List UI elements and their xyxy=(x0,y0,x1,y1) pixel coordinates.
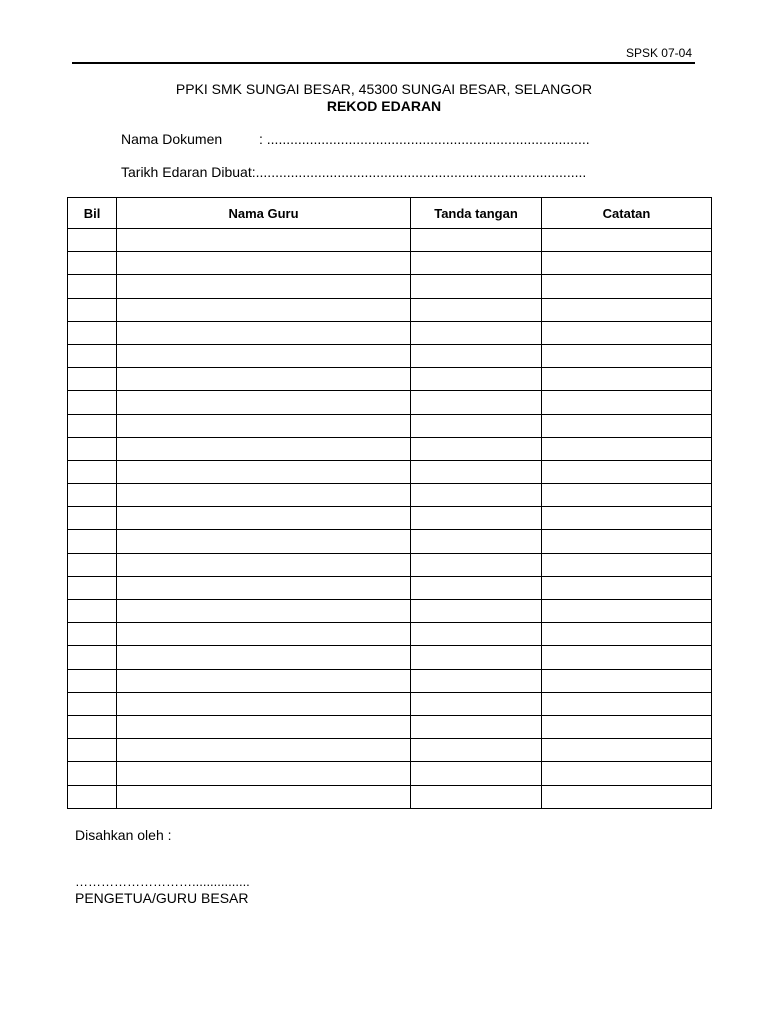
table-cell-nama-guru xyxy=(117,368,411,391)
table-cell-nama-guru xyxy=(117,530,411,553)
table-cell-tanda-tangan xyxy=(411,275,542,298)
table-cell-bil xyxy=(68,507,117,530)
table-cell-nama-guru xyxy=(117,553,411,576)
table-body xyxy=(68,229,712,809)
signatory-title: PENGETUA/GURU BESAR xyxy=(75,890,249,906)
table-cell-tanda-tangan xyxy=(411,646,542,669)
table-cell-bil xyxy=(68,484,117,507)
table-row xyxy=(68,484,712,507)
signature-line: ………………………................ xyxy=(75,874,250,889)
table-cell-catatan xyxy=(542,460,712,483)
table-row xyxy=(68,391,712,414)
table-cell-tanda-tangan xyxy=(411,437,542,460)
table-cell-catatan xyxy=(542,692,712,715)
table-cell-bil xyxy=(68,692,117,715)
table-cell-nama-guru xyxy=(117,646,411,669)
table-row xyxy=(68,600,712,623)
column-header-catatan: Catatan xyxy=(542,198,712,229)
table-cell-nama-guru xyxy=(117,715,411,738)
table-cell-catatan xyxy=(542,669,712,692)
table-cell-nama-guru xyxy=(117,414,411,437)
circulation-date-field xyxy=(121,164,586,180)
table-cell-nama-guru xyxy=(117,762,411,785)
table-row xyxy=(68,762,712,785)
table-cell-nama-guru xyxy=(117,507,411,530)
table-cell-nama-guru xyxy=(117,669,411,692)
table-cell-nama-guru xyxy=(117,623,411,646)
table-cell-catatan xyxy=(542,785,712,808)
table-cell-tanda-tangan xyxy=(411,484,542,507)
table-cell-bil xyxy=(68,460,117,483)
table-cell-catatan xyxy=(542,229,712,252)
table-cell-catatan xyxy=(542,344,712,367)
table-cell-tanda-tangan xyxy=(411,460,542,483)
table-cell-bil xyxy=(68,739,117,762)
table-cell-tanda-tangan xyxy=(411,507,542,530)
table-row xyxy=(68,507,712,530)
table-cell-nama-guru xyxy=(117,600,411,623)
table-cell-bil xyxy=(68,344,117,367)
table-cell-catatan xyxy=(542,623,712,646)
table-row xyxy=(68,229,712,252)
column-header-nama-guru: Nama Guru xyxy=(117,198,411,229)
table-cell-catatan xyxy=(542,437,712,460)
table-cell-bil xyxy=(68,275,117,298)
table-row xyxy=(68,368,712,391)
table-cell-tanda-tangan xyxy=(411,623,542,646)
table-cell-nama-guru xyxy=(117,298,411,321)
document-name-label: Nama Dokumen xyxy=(121,131,223,147)
table-cell-nama-guru xyxy=(117,739,411,762)
table-cell-nama-guru xyxy=(117,576,411,599)
table-row xyxy=(68,275,712,298)
document-code: SPSK 07-04 xyxy=(625,46,692,60)
table-cell-catatan xyxy=(542,321,712,344)
table-cell-bil xyxy=(68,391,117,414)
column-header-bil: Bil xyxy=(68,198,117,229)
table-cell-catatan xyxy=(542,484,712,507)
document-name-field xyxy=(121,131,590,147)
table-cell-catatan xyxy=(542,414,712,437)
table-cell-bil xyxy=(68,321,117,344)
table-cell-tanda-tangan xyxy=(411,669,542,692)
table-cell-bil xyxy=(68,553,117,576)
school-name: PPKI SMK SUNGAI BESAR, 45300 SUNGAI BESAR, SELANGOR xyxy=(175,81,593,97)
document-title: REKOD EDARAN xyxy=(326,98,442,114)
table-cell-catatan xyxy=(542,715,712,738)
table-row xyxy=(68,669,712,692)
table-cell-bil xyxy=(68,785,117,808)
table-cell-catatan xyxy=(542,298,712,321)
table-row xyxy=(68,414,712,437)
table-cell-tanda-tangan xyxy=(411,321,542,344)
table-cell-bil xyxy=(68,530,117,553)
table-cell-nama-guru xyxy=(117,275,411,298)
table-cell-tanda-tangan xyxy=(411,391,542,414)
table-cell-bil xyxy=(68,669,117,692)
column-header-tanda-tangan: Tanda tangan xyxy=(411,198,542,229)
table-cell-catatan xyxy=(542,600,712,623)
table-cell-tanda-tangan xyxy=(411,344,542,367)
approved-by-label: Disahkan oleh : xyxy=(75,827,172,843)
table-cell-catatan xyxy=(542,576,712,599)
table-cell-bil xyxy=(68,600,117,623)
table-cell-catatan xyxy=(542,368,712,391)
table-cell-nama-guru xyxy=(117,460,411,483)
table-cell-bil xyxy=(68,229,117,252)
circulation-table xyxy=(67,197,712,809)
header-rule xyxy=(72,62,695,64)
table-cell-catatan xyxy=(542,762,712,785)
table-cell-bil xyxy=(68,252,117,275)
table-row xyxy=(68,715,712,738)
table-cell-tanda-tangan xyxy=(411,762,542,785)
table-row xyxy=(68,298,712,321)
table-cell-tanda-tangan xyxy=(411,715,542,738)
table-cell-bil xyxy=(68,437,117,460)
table-cell-nama-guru xyxy=(117,785,411,808)
table-row xyxy=(68,576,712,599)
table-row xyxy=(68,344,712,367)
table-cell-tanda-tangan xyxy=(411,576,542,599)
table-cell-tanda-tangan xyxy=(411,739,542,762)
table-cell-nama-guru xyxy=(117,391,411,414)
table-cell-bil xyxy=(68,646,117,669)
table-row xyxy=(68,252,712,275)
table-row xyxy=(68,530,712,553)
document-name-value: : ................................................................................... xyxy=(259,131,590,147)
table-cell-catatan xyxy=(542,252,712,275)
table-cell-catatan xyxy=(542,739,712,762)
table-cell-tanda-tangan xyxy=(411,600,542,623)
table-cell-bil xyxy=(68,576,117,599)
table-cell-nama-guru xyxy=(117,229,411,252)
table-cell-nama-guru xyxy=(117,437,411,460)
table-cell-tanda-tangan xyxy=(411,530,542,553)
table-cell-bil xyxy=(68,715,117,738)
table-row xyxy=(68,460,712,483)
table-cell-bil xyxy=(68,298,117,321)
table-cell-bil xyxy=(68,762,117,785)
table-cell-tanda-tangan xyxy=(411,692,542,715)
table-cell-bil xyxy=(68,414,117,437)
table-row xyxy=(68,553,712,576)
table-cell-nama-guru xyxy=(117,484,411,507)
table-cell-tanda-tangan xyxy=(411,298,542,321)
table-cell-tanda-tangan xyxy=(411,414,542,437)
table-row xyxy=(68,623,712,646)
table-cell-nama-guru xyxy=(117,344,411,367)
circulation-date-value: ..................................................................................... xyxy=(255,164,587,180)
table-cell-bil xyxy=(68,368,117,391)
table-row xyxy=(68,646,712,669)
table-cell-tanda-tangan xyxy=(411,229,542,252)
table-cell-tanda-tangan xyxy=(411,785,542,808)
table-cell-bil xyxy=(68,623,117,646)
table-cell-catatan xyxy=(542,391,712,414)
table-cell-catatan xyxy=(542,275,712,298)
table-row xyxy=(68,692,712,715)
table-cell-nama-guru xyxy=(117,252,411,275)
table-cell-nama-guru xyxy=(117,321,411,344)
table-cell-nama-guru xyxy=(117,692,411,715)
table-cell-catatan xyxy=(542,553,712,576)
table-cell-catatan xyxy=(542,530,712,553)
circulation-date-label: Tarikh Edaran Dibuat: xyxy=(121,164,256,180)
table-cell-catatan xyxy=(542,507,712,530)
table-cell-tanda-tangan xyxy=(411,553,542,576)
table-row xyxy=(68,785,712,808)
table-cell-tanda-tangan xyxy=(411,368,542,391)
table-cell-tanda-tangan xyxy=(411,252,542,275)
table-row xyxy=(68,321,712,344)
table-cell-catatan xyxy=(542,646,712,669)
table-row xyxy=(68,739,712,762)
table-row xyxy=(68,437,712,460)
table-header-row xyxy=(68,198,712,229)
